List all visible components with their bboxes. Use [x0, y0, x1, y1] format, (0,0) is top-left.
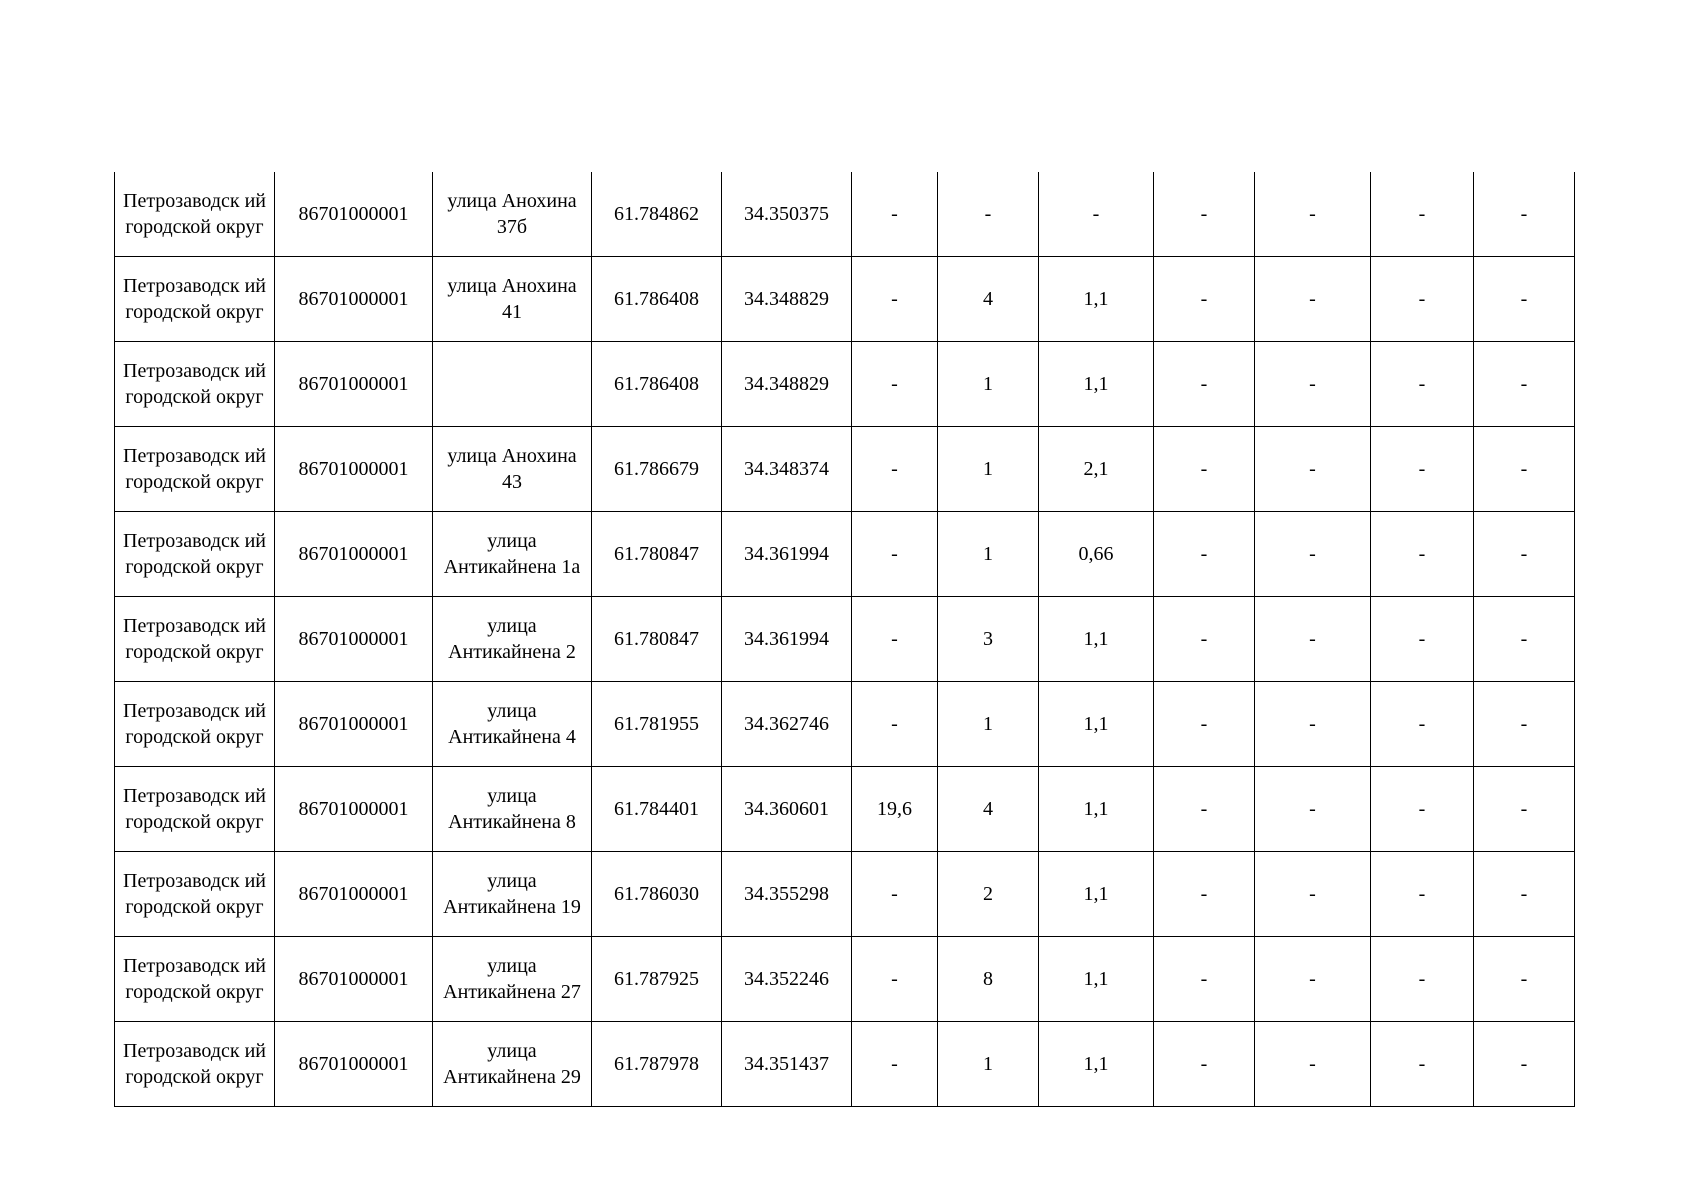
value-cell-11: -	[1371, 1022, 1474, 1107]
value-cell-7: 1	[938, 1022, 1039, 1107]
value-cell-12: -	[1474, 172, 1575, 257]
value-cell-6: -	[852, 172, 938, 257]
value-cell-12: -	[1474, 1022, 1575, 1107]
value-cell-6: -	[852, 682, 938, 767]
value-cell-8: 1,1	[1039, 852, 1154, 937]
value-cell-6: -	[852, 427, 938, 512]
value-cell-7: 1	[938, 342, 1039, 427]
value-cell-9: -	[1154, 512, 1255, 597]
value-cell-9: -	[1154, 427, 1255, 512]
value-cell-8: 1,1	[1039, 937, 1154, 1022]
value-cell-10: -	[1255, 427, 1371, 512]
value-cell-9: -	[1154, 682, 1255, 767]
value-cell-11: -	[1371, 257, 1474, 342]
value-cell-6: -	[852, 257, 938, 342]
value-cell-12: -	[1474, 852, 1575, 937]
longitude-cell: 34.355298	[722, 852, 852, 937]
longitude-cell: 34.352246	[722, 937, 852, 1022]
table-row	[115, 257, 1575, 342]
value-cell-6: -	[852, 1022, 938, 1107]
value-cell-8: 1,1	[1039, 682, 1154, 767]
municipality-cell: Петрозаводск ий городской округ	[115, 427, 275, 512]
address-cell: улица Антикайнена 2	[433, 597, 592, 682]
oktmo-cell: 86701000001	[275, 257, 433, 342]
latitude-cell: 61.786408	[592, 257, 722, 342]
value-cell-8: 1,1	[1039, 767, 1154, 852]
address-cell: улица Антикайнена 4	[433, 682, 592, 767]
registry-table	[114, 172, 1575, 1107]
address-cell: улица Антикайнена 8	[433, 767, 592, 852]
latitude-cell: 61.780847	[592, 597, 722, 682]
address-cell: улица Анохина 43	[433, 427, 592, 512]
value-cell-7: 1	[938, 512, 1039, 597]
longitude-cell: 34.361994	[722, 512, 852, 597]
longitude-cell: 34.361994	[722, 597, 852, 682]
address-cell: улица Антикайнена 19	[433, 852, 592, 937]
value-cell-10: -	[1255, 172, 1371, 257]
value-cell-11: -	[1371, 597, 1474, 682]
address-cell: улица Антикайнена 1а	[433, 512, 592, 597]
value-cell-11: -	[1371, 512, 1474, 597]
municipality-cell: Петрозаводск ий городской округ	[115, 1022, 275, 1107]
value-cell-10: -	[1255, 682, 1371, 767]
value-cell-11: -	[1371, 427, 1474, 512]
oktmo-cell: 86701000001	[275, 937, 433, 1022]
value-cell-9: -	[1154, 1022, 1255, 1107]
value-cell-12: -	[1474, 427, 1575, 512]
oktmo-cell: 86701000001	[275, 427, 433, 512]
value-cell-12: -	[1474, 937, 1575, 1022]
oktmo-cell: 86701000001	[275, 767, 433, 852]
table-row	[115, 172, 1575, 257]
value-cell-9: -	[1154, 597, 1255, 682]
value-cell-8: 2,1	[1039, 427, 1154, 512]
municipality-cell: Петрозаводск ий городской округ	[115, 767, 275, 852]
value-cell-12: -	[1474, 682, 1575, 767]
latitude-cell: 61.784401	[592, 767, 722, 852]
longitude-cell: 34.348374	[722, 427, 852, 512]
value-cell-9: -	[1154, 937, 1255, 1022]
value-cell-9: -	[1154, 852, 1255, 937]
oktmo-cell: 86701000001	[275, 512, 433, 597]
value-cell-10: -	[1255, 852, 1371, 937]
address-cell: улица Анохина 41	[433, 257, 592, 342]
value-cell-11: -	[1371, 172, 1474, 257]
table-row	[115, 937, 1575, 1022]
value-cell-6: -	[852, 597, 938, 682]
latitude-cell: 61.786408	[592, 342, 722, 427]
value-cell-6: 19,6	[852, 767, 938, 852]
municipality-cell: Петрозаводск ий городской округ	[115, 172, 275, 257]
value-cell-7: 2	[938, 852, 1039, 937]
municipality-cell: Петрозаводск ий городской округ	[115, 257, 275, 342]
value-cell-6: -	[852, 512, 938, 597]
oktmo-cell: 86701000001	[275, 342, 433, 427]
table-row	[115, 852, 1575, 937]
value-cell-8: 1,1	[1039, 257, 1154, 342]
table-row	[115, 1022, 1575, 1107]
value-cell-12: -	[1474, 342, 1575, 427]
value-cell-9: -	[1154, 767, 1255, 852]
table-row	[115, 682, 1575, 767]
value-cell-6: -	[852, 852, 938, 937]
municipality-cell: Петрозаводск ий городской округ	[115, 512, 275, 597]
value-cell-10: -	[1255, 257, 1371, 342]
value-cell-10: -	[1255, 512, 1371, 597]
value-cell-11: -	[1371, 767, 1474, 852]
longitude-cell: 34.360601	[722, 767, 852, 852]
address-cell: улица Антикайнена 27	[433, 937, 592, 1022]
value-cell-7: -	[938, 172, 1039, 257]
oktmo-cell: 86701000001	[275, 852, 433, 937]
table-body	[115, 172, 1575, 1107]
municipality-cell: Петрозаводск ий городской округ	[115, 597, 275, 682]
value-cell-11: -	[1371, 852, 1474, 937]
value-cell-12: -	[1474, 767, 1575, 852]
value-cell-6: -	[852, 937, 938, 1022]
value-cell-6: -	[852, 342, 938, 427]
value-cell-8: 1,1	[1039, 342, 1154, 427]
value-cell-8: 1,1	[1039, 597, 1154, 682]
longitude-cell: 34.348829	[722, 257, 852, 342]
table-row	[115, 427, 1575, 512]
value-cell-9: -	[1154, 257, 1255, 342]
oktmo-cell: 86701000001	[275, 172, 433, 257]
value-cell-10: -	[1255, 937, 1371, 1022]
value-cell-8: 0,66	[1039, 512, 1154, 597]
value-cell-10: -	[1255, 767, 1371, 852]
municipality-cell: Петрозаводск ий городской округ	[115, 852, 275, 937]
value-cell-12: -	[1474, 512, 1575, 597]
latitude-cell: 61.787925	[592, 937, 722, 1022]
value-cell-8: 1,1	[1039, 1022, 1154, 1107]
municipality-cell: Петрозаводск ий городской округ	[115, 937, 275, 1022]
value-cell-8: -	[1039, 172, 1154, 257]
longitude-cell: 34.362746	[722, 682, 852, 767]
oktmo-cell: 86701000001	[275, 682, 433, 767]
latitude-cell: 61.784862	[592, 172, 722, 257]
table-row	[115, 512, 1575, 597]
value-cell-9: -	[1154, 172, 1255, 257]
value-cell-9: -	[1154, 342, 1255, 427]
municipality-cell: Петрозаводск ий городской округ	[115, 342, 275, 427]
value-cell-7: 1	[938, 682, 1039, 767]
latitude-cell: 61.781955	[592, 682, 722, 767]
longitude-cell: 34.351437	[722, 1022, 852, 1107]
address-cell: улица Анохина 37б	[433, 172, 592, 257]
value-cell-11: -	[1371, 342, 1474, 427]
address-cell	[433, 342, 592, 427]
value-cell-7: 4	[938, 767, 1039, 852]
value-cell-7: 8	[938, 937, 1039, 1022]
oktmo-cell: 86701000001	[275, 1022, 433, 1107]
value-cell-7: 3	[938, 597, 1039, 682]
latitude-cell: 61.786030	[592, 852, 722, 937]
longitude-cell: 34.350375	[722, 172, 852, 257]
latitude-cell: 61.786679	[592, 427, 722, 512]
value-cell-10: -	[1255, 597, 1371, 682]
latitude-cell: 61.787978	[592, 1022, 722, 1107]
oktmo-cell: 86701000001	[275, 597, 433, 682]
table-row	[115, 342, 1575, 427]
municipality-cell: Петрозаводск ий городской округ	[115, 682, 275, 767]
latitude-cell: 61.780847	[592, 512, 722, 597]
value-cell-11: -	[1371, 937, 1474, 1022]
value-cell-10: -	[1255, 1022, 1371, 1107]
longitude-cell: 34.348829	[722, 342, 852, 427]
address-cell: улица Антикайнена 29	[433, 1022, 592, 1107]
value-cell-10: -	[1255, 342, 1371, 427]
value-cell-12: -	[1474, 257, 1575, 342]
table-row	[115, 767, 1575, 852]
value-cell-7: 1	[938, 427, 1039, 512]
value-cell-12: -	[1474, 597, 1575, 682]
value-cell-7: 4	[938, 257, 1039, 342]
table-row	[115, 597, 1575, 682]
value-cell-11: -	[1371, 682, 1474, 767]
